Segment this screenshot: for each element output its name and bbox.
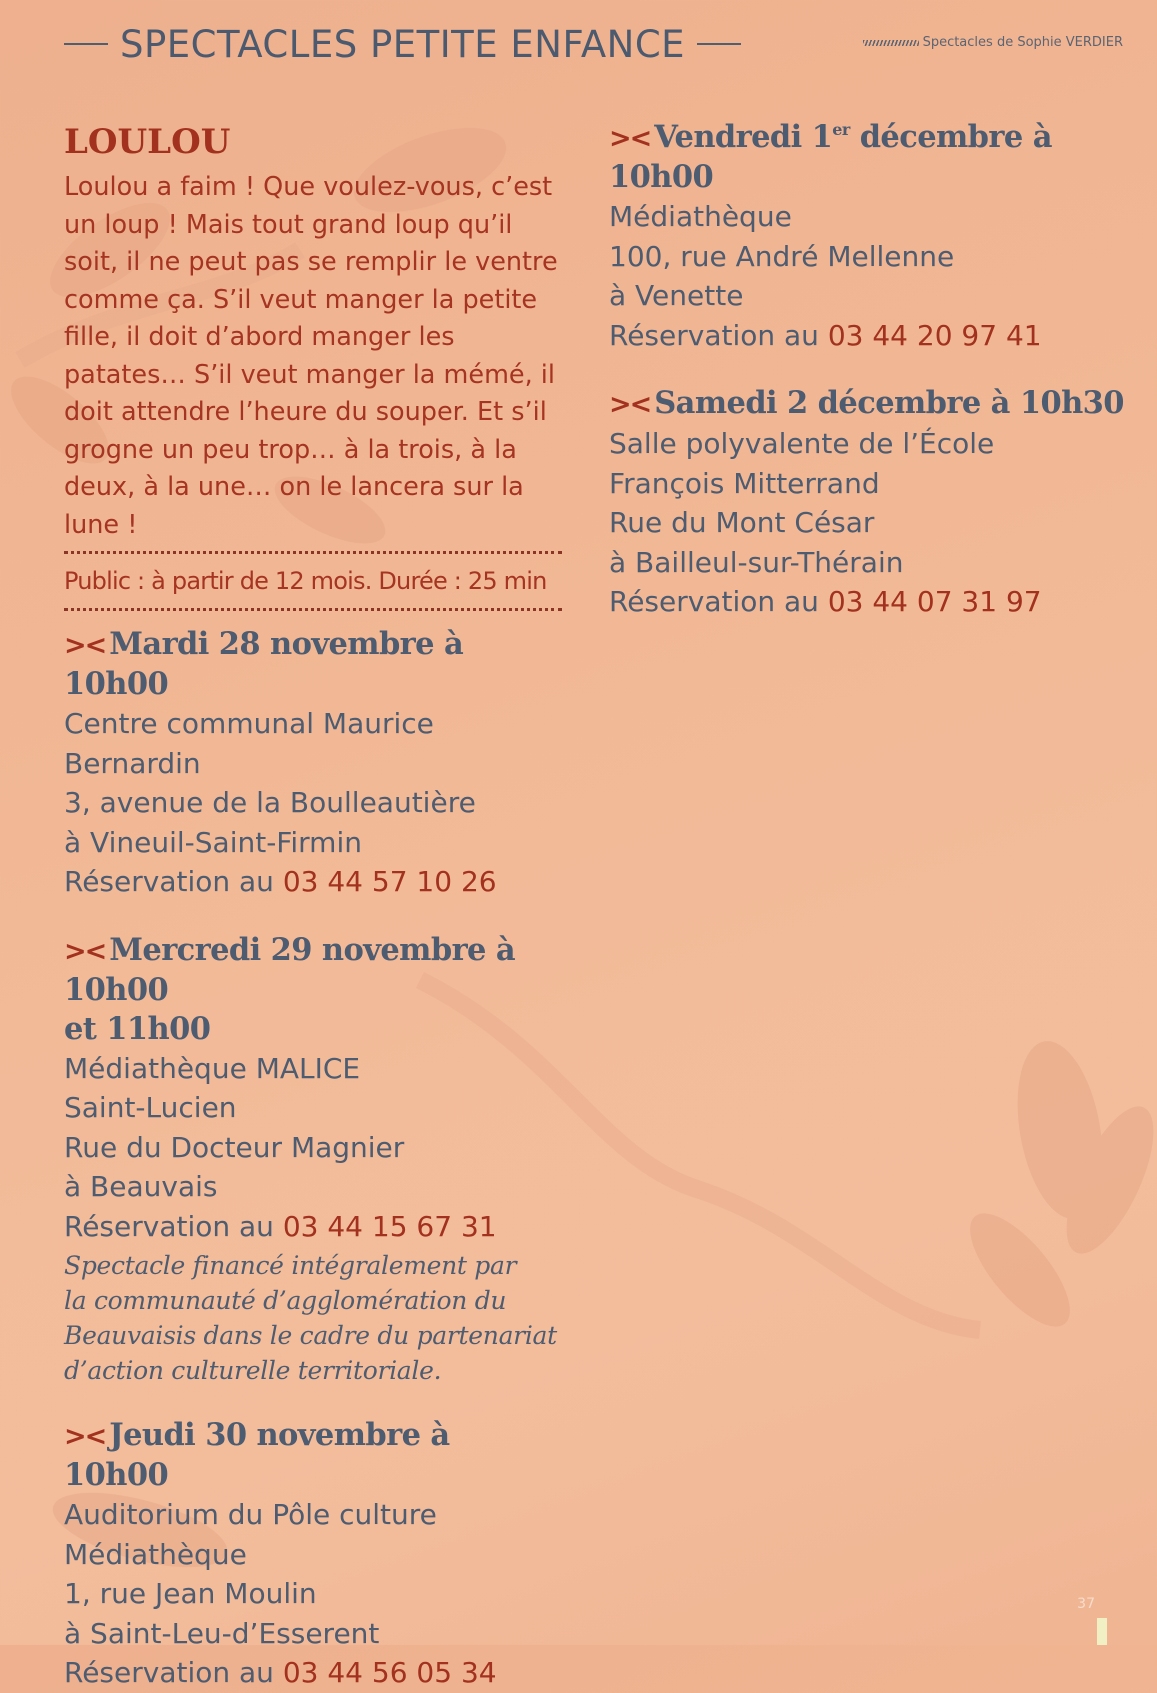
city-line: à Bailleul-sur-Thérain [609, 545, 904, 579]
venue-line: Salle polyvalente de l’École [609, 427, 995, 460]
arrows-icon: >< [64, 630, 106, 662]
venue-line: Auditorium du Pôle culture [64, 1498, 437, 1532]
page-number: 37 [1077, 1596, 1095, 1612]
event-date-continued: et 11h00 [64, 1010, 211, 1047]
address-line: 3, avenue de la Boulleautière [64, 786, 476, 820]
right-column [609, 118, 1129, 622]
reservation-line: Réservation au 03 44 57 10 26 [64, 865, 497, 899]
running-head [863, 35, 1123, 50]
address-line: 1, rue Jean Moulin [64, 1577, 317, 1611]
reservation-line: Réservation au 03 44 56 05 34 [64, 1656, 497, 1690]
event-date: >< Jeudi 30 novembre à 10h00 [64, 1417, 450, 1494]
venue-line: Médiathèque [609, 200, 792, 233]
running-head-text: Spectacles de Sophie VERDIER [922, 35, 1123, 50]
dotted-divider-bottom [64, 608, 562, 611]
reservation-line: Réservation au 03 44 20 97 41 [609, 318, 1042, 352]
address-line: 100, rue André Mellenne [609, 239, 955, 273]
event-date: >< Vendredi 1er décembre à 10h00 [609, 119, 1052, 195]
header-rule-right [697, 43, 741, 45]
event-date: >< Samedi 2 décembre à 10h30 [609, 385, 1124, 421]
hatch-ornament [863, 40, 919, 46]
city-line: à Beauvais [64, 1170, 218, 1204]
phone-number: 03 44 20 97 41 [827, 318, 1042, 352]
city-line: à Vineuil-Saint-Firmin [64, 825, 362, 859]
venue-line: Médiathèque [64, 1537, 247, 1571]
reservation-line: Réservation au 03 44 07 31 97 [609, 585, 1042, 618]
venue-line: Bernardin [64, 746, 201, 780]
arrows-icon: >< [609, 389, 651, 420]
phone-number: 03 44 07 31 97 [827, 585, 1042, 618]
phone-number: 03 44 56 05 34 [282, 1656, 497, 1690]
venue-line: Centre communal Maurice [64, 707, 434, 741]
left-column [64, 118, 562, 1693]
event-vendredi [609, 118, 1129, 355]
venue-line: Médiathèque MALICE [64, 1051, 361, 1085]
show-title: LOULOU [64, 122, 231, 162]
venue-line: Saint-Lucien [64, 1091, 237, 1125]
arrows-icon: >< [64, 1421, 106, 1453]
show-description: Loulou a faim ! Que voulez-vous, c’est un loup ! Mais tout grand loup qu’il soit, il ne peut pas se remplir le ventre comme ça. S’il veut manger la petite fille, il doit d’abord manger les patates… S’il veut manger la mémé, il doit attendre l’heure du souper. Et s’il grogne un peu trop… à la trois, à la deux, à la une… on le lancera sur la lune ! [64, 172, 558, 540]
address-line: Rue du Mont César [609, 506, 875, 539]
section-title: SPECTACLES PETITE ENFANCE [120, 22, 686, 66]
event-date: >< Mercredi 29 novembre à 10h00 [64, 931, 516, 1008]
address-line: Rue du Docteur Magnier [64, 1130, 405, 1164]
funding-note: Spectacle financé intégralement par la communauté d’agglomération du Beauvaisis dans le cadre du partenariat d’action culturelle territoriale. [64, 1251, 557, 1386]
section-header [64, 20, 741, 68]
event-mardi [64, 625, 562, 902]
event-jeudi [64, 1416, 562, 1693]
audience-duration: Public : à partir de 12 mois. Durée : 25 min [64, 567, 547, 596]
phone-number: 03 44 57 10 26 [282, 865, 497, 899]
reservation-line: Réservation au 03 44 15 67 31 [64, 1209, 497, 1243]
arrows-icon: >< [609, 123, 651, 154]
event-mercredi [64, 931, 562, 1389]
city-line: à Venette [609, 279, 744, 312]
city-line: à Saint-Leu-d’Esserent [64, 1616, 380, 1650]
event-date: >< Mardi 28 novembre à 10h00 [64, 626, 464, 703]
arrows-icon: >< [64, 935, 106, 967]
header-rule-left [64, 43, 108, 45]
venue-line: François Mitterrand [609, 466, 880, 500]
phone-number: 03 44 15 67 31 [282, 1209, 497, 1243]
page-marker-bar [1097, 1618, 1107, 1645]
event-samedi [609, 384, 1129, 622]
